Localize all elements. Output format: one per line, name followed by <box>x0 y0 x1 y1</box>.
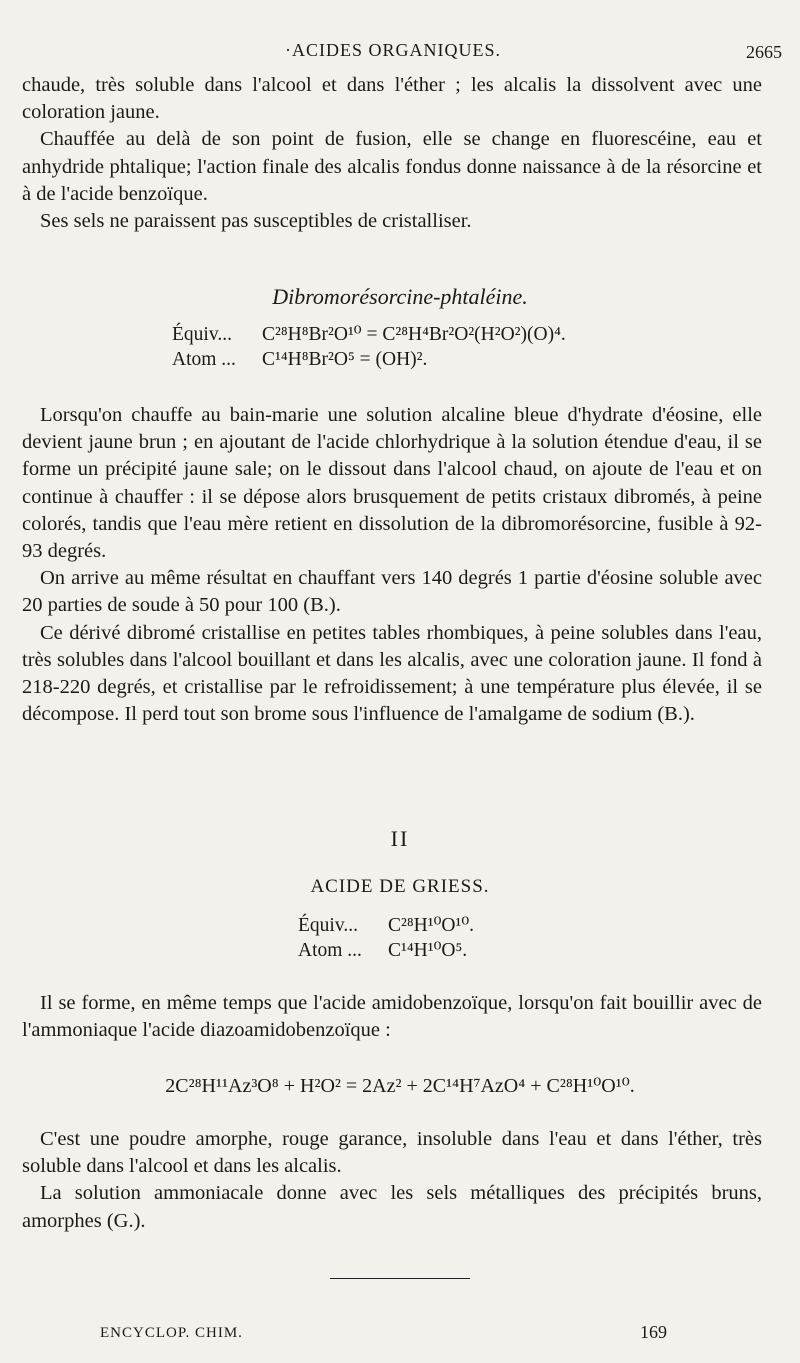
formula-label: Atom ... <box>172 349 236 370</box>
formula-block <box>298 913 474 963</box>
formula: C¹⁴H¹⁰O⁵. <box>388 940 468 961</box>
footer-signature: ENCYCLOP. CHIM. <box>100 1325 243 1341</box>
paragraph: chaude, très soluble dans l'alcool et dans l'éther ; les alcalis la dissolvent avec une coloration jaune. <box>22 74 762 124</box>
text-block-bottom <box>22 1126 762 1235</box>
section-title: ACIDE DE GRIESS. <box>310 876 490 897</box>
text-block-mid <box>22 402 762 728</box>
paragraph: Ses sels ne paraissent pas susceptibles de cristalliser. <box>40 210 472 233</box>
page-number: 2665 <box>746 42 782 62</box>
page-header <box>0 40 800 70</box>
formula: C²⁸H⁸Br²O¹⁰ = C²⁸H⁴Br²O²(H²O²)(O)⁴. <box>262 324 566 345</box>
paragraph: Ce dérivé dibromé cristallise en petites tables rhombiques, à peine solubles dans l'eau, très solubles dans l'alcool bouillant et dans les alcalis, avec une coloration jaune. Il fond à 218-220 degrés, et cristallise par le refroidissement; à une température plus élevée, il se décompose. Il perd tout son brome sous l'influence de l'amalgame de sodium (B.). <box>22 621 762 726</box>
formula-label: Atom ... <box>298 940 362 961</box>
section-numeral: II <box>390 826 410 851</box>
chemical-equation: 2C²⁸H¹¹Az³O⁸ + H²O² = 2Az² + 2C¹⁴H⁷AzO⁴ + C²⁸H¹⁰O¹⁰. <box>165 1075 635 1097</box>
paragraph: Chauffée au delà de son point de fusion, elle se change en fluorescéine, eau et anhydride phtalique; l'action finale des alcalis fondus donne naissance à de la résorcine et à de l'acide benzoïque. <box>22 128 762 205</box>
text-block-griess <box>22 990 762 1044</box>
paragraph: Il se forme, en même temps que l'acide amidobenzoïque, lorsqu'on fait bouillir avec de l'ammoniaque l'acide diazoamidobenzoïque : <box>22 992 762 1042</box>
paragraph: On arrive au même résultat en chauffant vers 140 degrés 1 partie d'éosine soluble avec 20 parties de soude à 50 pour 100 (B.). <box>22 567 762 617</box>
formula: C²⁸H¹⁰O¹⁰. <box>388 915 475 936</box>
section-title: Dibromorésorcine-phtaléine. <box>272 284 528 309</box>
formula-label: Équiv... <box>298 915 358 936</box>
text-block-top <box>22 72 762 235</box>
paragraph: Lorsqu'on chauffe au bain-marie une solution alcaline bleue d'hydrate d'éosine, elle devient jaune brun ; en ajoutant de l'acide chlorhydrique à la solution étendue d'eau, il se forme un précipité jaune sale; on le dissout dans l'alcool chaud, on ajoute de l'eau et on continue à chauffer : il se dépose alors brusquement de petits cristaux dibromés, à peine colorés, tandis que l'eau mère retient en dissolution de la dibromorésorcine, fusible à 92-93 degrés. <box>22 404 762 563</box>
running-title: ·ACIDES ORGANIQUES. <box>285 40 501 60</box>
paragraph: C'est une poudre amorphe, rouge garance, insoluble dans l'eau et dans l'éther, très soluble dans l'alcool et dans les alcalis. <box>22 1128 762 1178</box>
footer-number: 169 <box>640 1322 667 1342</box>
formula: C¹⁴H⁸Br²O⁵ = (OH)². <box>262 349 428 370</box>
formula-block <box>172 322 566 372</box>
divider <box>330 1278 470 1279</box>
paragraph: La solution ammoniacale donne avec les sels métalliques des précipités bruns, amorphes (G.). <box>22 1182 762 1232</box>
formula-label: Équiv... <box>172 324 232 345</box>
